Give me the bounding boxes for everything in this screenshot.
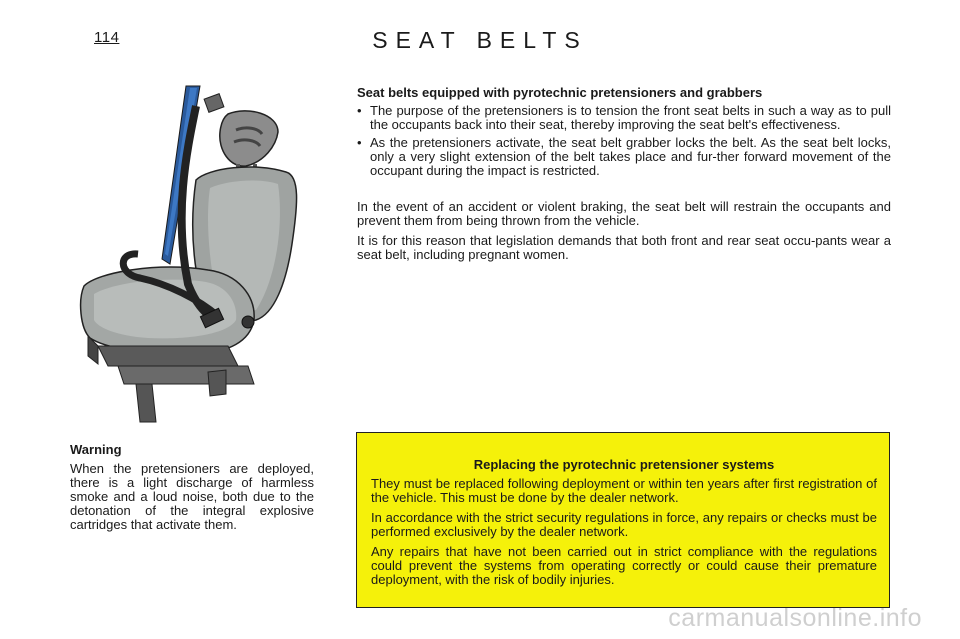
seat-with-seat-belt-illustration (78, 84, 308, 426)
section-heading: Seat belts equipped with pyrotechnic pretensioners and grabbers (357, 85, 763, 100)
notice-paragraph: Any repairs that have not been carried out in strict compliance with the regulations could prevent the systems from operating correctly or could cause their premature deployment, with the risk of bodily injuries. (371, 544, 877, 587)
watermark: carmanualsonline.info (668, 604, 922, 632)
pretensioner-info-section (357, 86, 891, 262)
bullet-item: • The purpose of the pretensioners is to tension the front seat belts in such a way as to pull the occupants back into their seat, thereby improving the seat belt's effectiveness. (357, 104, 891, 132)
replacement-notice-box (356, 432, 890, 608)
seat-rail (118, 366, 254, 384)
seat-leg (208, 370, 226, 396)
page-number: 114 (94, 29, 120, 46)
seat-leg (136, 384, 156, 422)
bullet-item: • As the pretensioners activate, the seat belt grabber locks the belt. As the seat belt locks, only a very slight extension of the belt takes place and fur-ther forward movement of the occupant during the impact is restricted. (357, 136, 891, 178)
warning-section (70, 443, 314, 532)
bullet-list (357, 104, 891, 178)
paragraph: It is for this reason that legislation demands that both front and rear seat occu-pants wear a seat belt, including pregnant women. (357, 233, 891, 262)
upper-belt-anchor (204, 94, 224, 113)
notice-paragraph: In accordance with the strict security regulations in force, any repairs or checks must be performed exclusively by the dealer network. (371, 510, 877, 539)
paragraph: In the event of an accident or violent braking, the seat belt will restrain the occupants and prevent them from being thrown from the vehicle. (357, 199, 891, 228)
notice-paragraph: They must be replaced following deployment or within ten years after first registration of the vehicle. This must be done by the dealer network. (371, 476, 877, 505)
warning-text: When the pretensioners are deployed, there is a light discharge of harmless smoke and a loud noise, both due to the detonation of the integral explosive cartridges that activate them. (70, 461, 314, 532)
adjuster-knob (242, 316, 254, 328)
page-title: SEAT BELTS (372, 27, 588, 53)
warning-title: Warning (70, 442, 122, 457)
seat-base (98, 346, 238, 366)
headrest (220, 111, 278, 166)
notice-title: Replacing the pyrotechnic pretensioner systems (473, 457, 775, 472)
